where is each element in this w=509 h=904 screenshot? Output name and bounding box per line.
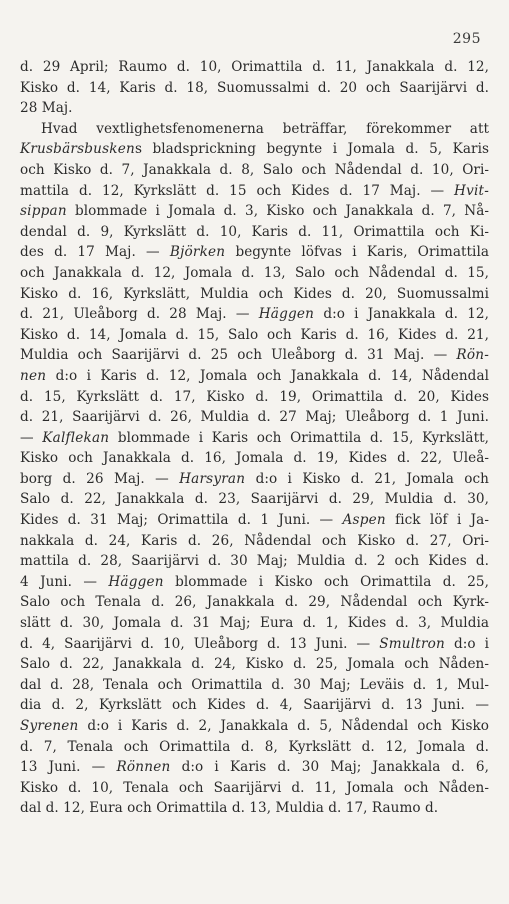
text-run: Kisko d. 16, Kyrkslätt, Muldia och Kides d. 20, Suomussalmi bbox=[20, 285, 489, 302]
text-line bbox=[20, 160, 489, 181]
text-run: Kisko d. 10, Tenala och Saarijärvi d. 11, Jomala och Nåden- bbox=[20, 779, 489, 796]
text-line bbox=[20, 345, 489, 366]
text-line bbox=[20, 98, 489, 119]
text-run: Salo och Tenala d. 26, Janakkala d. 29, Nådendal och Kyrk- bbox=[20, 594, 489, 611]
text-run: mattila d. 28, Saarijärvi d. 30 Maj; Muldia d. 2 och Kides d. bbox=[20, 553, 489, 570]
text-run: och Janakkala d. 12, Jomala d. 13, Salo och Nådendal d. 15, bbox=[20, 264, 489, 281]
text-line bbox=[20, 119, 489, 140]
italic-term: Björken bbox=[169, 244, 226, 261]
text-line bbox=[20, 654, 489, 675]
italic-term: Häggen bbox=[258, 306, 315, 323]
text-run: Salo d. 22, Janakkala d. 24, Kisko d. 25, Jomala och Nåden- bbox=[20, 656, 489, 673]
text-run: 4 Juni. — bbox=[20, 573, 109, 590]
text-line bbox=[20, 695, 489, 716]
italic-term: Smultron bbox=[379, 635, 445, 652]
text-run: d. 21, Uleåborg d. 28 Maj. — bbox=[20, 306, 259, 323]
text-line bbox=[20, 634, 489, 655]
text-run: Kisko d. 14, Jomala d. 15, Salo och Karis d. 16, Kides d. 21, bbox=[20, 326, 489, 343]
italic-term: Harsyran bbox=[179, 470, 246, 487]
italic-term: Syrenen bbox=[20, 718, 79, 734]
text-run: fick löf i Ja- bbox=[385, 512, 489, 529]
text-line bbox=[20, 222, 489, 243]
text-line bbox=[20, 551, 489, 572]
text-line bbox=[20, 448, 489, 469]
text-line bbox=[20, 675, 489, 696]
text-run: Hvad vextlighetsfenomenerna beträffar, förekommer att bbox=[41, 120, 489, 137]
text-run: dia d. 2, Kyrkslätt och Kides d. 4, Saarijärvi d. 13 Juni. — bbox=[20, 697, 489, 714]
text-line bbox=[20, 510, 489, 531]
text-line bbox=[20, 572, 489, 593]
text-line bbox=[20, 263, 489, 284]
text-line bbox=[20, 181, 489, 202]
text-run: — bbox=[20, 429, 43, 446]
text-run: slätt d. 30, Jomala d. 31 Maj; Eura d. 1, Kides d. 3, Muldia bbox=[20, 615, 489, 632]
text-run: blommade i Karis och Orimattila d. 15, Kyrkslätt, bbox=[109, 429, 489, 446]
italic-term: sippan bbox=[20, 203, 67, 220]
text-line bbox=[20, 592, 489, 613]
italic-term: Krusbärsbusken bbox=[20, 141, 135, 158]
text-run: d:o i Karis d. 30 Maj; Janakkala d. 6, bbox=[170, 759, 489, 776]
text-run: Kisko och Janakkala d. 16, Jomala d. 19, Kides d. 22, Uleå- bbox=[20, 450, 489, 467]
text-run: Salo d. 22, Janakkala d. 23, Saarijärvi d. 29, Muldia d. 30, bbox=[20, 491, 489, 508]
italic-term: Aspen bbox=[342, 512, 386, 529]
text-line bbox=[20, 428, 489, 449]
italic-term: nen bbox=[20, 367, 47, 384]
text-line bbox=[20, 387, 489, 408]
body-text bbox=[20, 57, 489, 819]
text-line bbox=[20, 325, 489, 346]
italic-term: Rönnen bbox=[116, 759, 171, 776]
text-run: d. 29 April; Raumo d. 10, Orimattila d. 11, Janakkala d. 12, bbox=[20, 59, 489, 75]
text-run: Kisko d. 14, Karis d. 18, Suomussalmi d. 20 och Saarijärvi d. bbox=[20, 79, 489, 96]
text-run: 13 Juni. — bbox=[20, 759, 117, 776]
text-run: g begynte i Jomala d. 5, Karis bbox=[247, 141, 489, 158]
text-run: d:o i Kisko d. 21, Jomala och bbox=[245, 470, 489, 487]
text-run: d. 21, Saarijärvi d. 26, Muldia d. 27 Maj; Uleåborg d. 1 Juni. bbox=[20, 409, 489, 426]
text-line bbox=[20, 489, 489, 510]
italic-term: Hvit- bbox=[454, 182, 489, 199]
text-run: mattila d. 12, Kyrkslätt d. 15 och Kides d. 17 Maj. — bbox=[20, 182, 455, 199]
text-line bbox=[20, 57, 489, 78]
text-line bbox=[20, 716, 489, 737]
text-run: d. 7, Tenala och Orimattila d. 8, Kyrkslätt d. 12, Jomala d. bbox=[20, 738, 489, 755]
text-line bbox=[20, 778, 489, 799]
text-run: dendal d. 9, Kyrkslätt d. 10, Karis d. 11, Orimattila och Ki- bbox=[20, 223, 489, 240]
text-run: d:o i bbox=[445, 635, 489, 652]
text-line bbox=[20, 366, 489, 387]
text-line bbox=[20, 407, 489, 428]
text-run: begynte löfvas i Karis, Orimattila bbox=[225, 244, 490, 261]
text-run: d:o i Karis d. 12, Jomala och Janakkala d. 14, Nådendal bbox=[46, 367, 489, 384]
text-run: blommade i Kisko och Orimattila d. 25, bbox=[163, 573, 489, 590]
text-line bbox=[20, 284, 489, 305]
text-line bbox=[20, 139, 489, 160]
text-run: des d. 17 Maj. — bbox=[20, 244, 170, 261]
text-run: Muldia och Saarijärvi d. 25 och Uleåborg d. 31 Maj. — bbox=[20, 347, 457, 364]
text-run: dal d. 12, Eura och Orimattila d. 13, Muldia d. 17, Raumo d. bbox=[20, 800, 439, 817]
text-run: d:o i Janakkala d. 12, bbox=[314, 306, 489, 323]
text-line bbox=[20, 469, 489, 490]
text-run: 28 Maj. bbox=[20, 100, 73, 117]
text-run: d:o i Karis d. 2, Janakkala d. 5, Nådendal och Kisko bbox=[78, 718, 489, 734]
text-run: och Kisko d. 7, Janakkala d. 8, Salo och Nådendal d. 10, Ori- bbox=[20, 161, 489, 178]
text-run: blommade i Jomala d. 3, Kisko och Janakkala d. 7, Nå- bbox=[66, 203, 489, 220]
text-run: s bladspricknin bbox=[134, 141, 248, 158]
text-line bbox=[20, 798, 489, 819]
text-line bbox=[20, 737, 489, 758]
text-line bbox=[20, 78, 489, 99]
text-run: d. 4, Saarijärvi d. 10, Uleåborg d. 13 Juni. — bbox=[20, 635, 380, 652]
text-line bbox=[20, 757, 489, 778]
text-line bbox=[20, 304, 489, 325]
text-line bbox=[20, 201, 489, 222]
text-line bbox=[20, 613, 489, 634]
page-number: 295 bbox=[452, 31, 481, 47]
text-run: dal d. 28, Tenala och Orimattila d. 30 Maj; Leväis d. 1, Mul- bbox=[20, 676, 489, 693]
italic-term: Rön- bbox=[456, 347, 489, 364]
text-run: nakkala d. 24, Karis d. 26, Nådendal och Kisko d. 27, Ori- bbox=[20, 532, 489, 549]
text-line bbox=[20, 242, 489, 263]
text-line bbox=[20, 531, 489, 552]
text-run: borg d. 26 Maj. — bbox=[20, 470, 180, 487]
italic-term: Häggen bbox=[108, 573, 164, 590]
text-run: Kides d. 31 Maj; Orimattila d. 1 Juni. — bbox=[20, 512, 343, 529]
italic-term: Kalflekan bbox=[42, 429, 110, 446]
text-run: d. 15, Kyrkslätt d. 17, Kisko d. 19, Orimattila d. 20, Kides bbox=[20, 388, 489, 405]
